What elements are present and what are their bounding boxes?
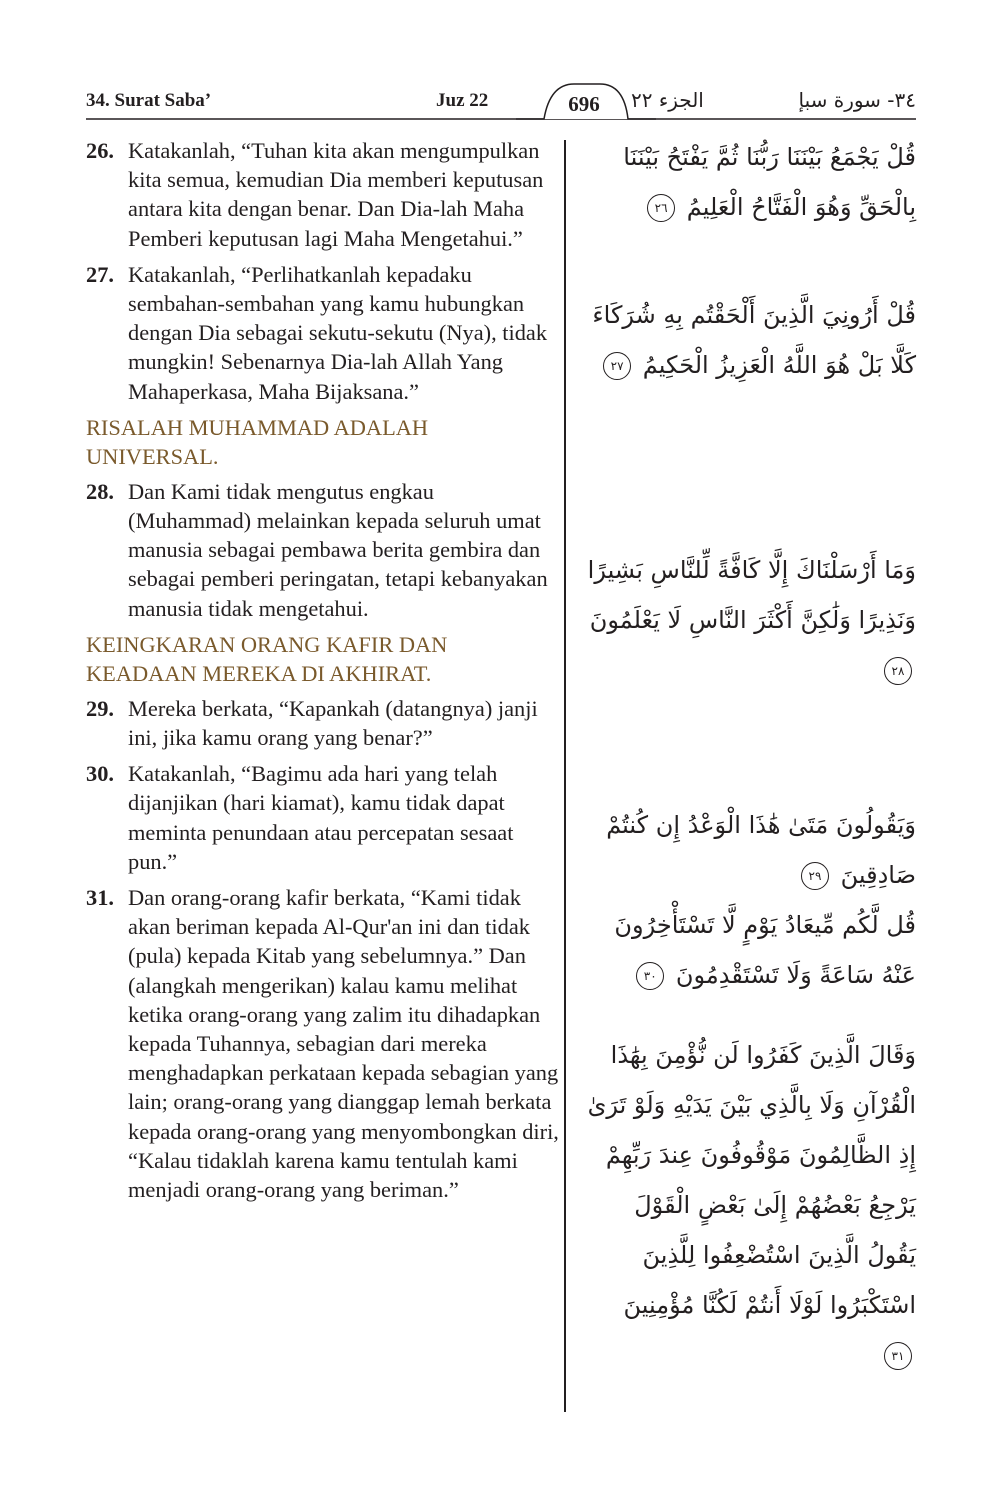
section-heading: RISALAH MUHAMMAD ADALAH UNIVERSAL. xyxy=(86,414,429,469)
verse-text: Katakanlah, “Bagimu ada hari yang telah dijanjikan (hari kiamat), kamu tidak dapat meminta penundaan atau percepatan sesaat pun.” xyxy=(128,761,514,874)
section-heading: KEINGKARAN ORANG KAFIR DAN KEADAAN MEREKA DI AKHIRAT. xyxy=(86,631,448,686)
juz-label-arabic: الجزء ٢٢ xyxy=(631,88,704,112)
translation-column xyxy=(86,136,560,1211)
verse-26 xyxy=(86,136,560,253)
arabic-verse-30 xyxy=(586,900,916,1000)
header-rule xyxy=(86,116,916,122)
arabic-verse-26 xyxy=(586,132,916,232)
verse-number: 30. xyxy=(86,761,114,787)
arabic-text: وَمَا أَرْسَلْنَاكَ إِلَّا كَافَّةً لِّلنَّاسِ بَشِيرًا وَنَذِيرًا وَلَٰكِنَّ أَكْثَرَ النَّاسِ لَا يَعْلَمُونَ xyxy=(587,556,916,634)
verse-number: 28. xyxy=(86,478,114,504)
arabic-text: قُلْ يَجْمَعُ بَيْنَنَا رَبُّنَا ثُمَّ يَفْتَحُ بَيْنَنَا بِالْحَقِّ وَهُوَ الْفَتَّاحُ الْعَلِيمُ xyxy=(623,143,916,221)
surah-title-arabic: ٣٤- سورة سبإ xyxy=(798,88,916,112)
ayah-number-marker: ٢٧ xyxy=(603,352,631,380)
verse-27 xyxy=(86,260,560,406)
arabic-text: وَيَقُولُونَ مَتَىٰ هَٰذَا الْوَعْدُ إِن كُنتُمْ صَادِقِينَ xyxy=(606,811,916,889)
verse-30 xyxy=(86,759,560,876)
verse-text: Dan Kami tidak mengutus engkau (Muhammad) melainkan kepada seluruh umat manusia sebagai pembawa berita gembira dan sebagai pemberi peringatan, tetapi kebanyakan manusia tidak mengetahui. xyxy=(128,478,548,621)
verse-number: 31. xyxy=(86,885,114,911)
page-header xyxy=(86,86,916,126)
ayah-number-marker: ٢٨ xyxy=(884,657,912,685)
arabic-text: قُلْ أَرُونِيَ الَّذِينَ أَلْحَقْتُم بِهِ شُرَكَاءَ كَلَّا بَلْ هُوَ اللَّهُ الْعَزِيزُ الْحَكِيمُ xyxy=(592,301,916,379)
ayah-number-marker: ٣١ xyxy=(884,1342,912,1370)
ayah-number-marker: ٣٠ xyxy=(636,962,664,990)
verse-number: 26. xyxy=(86,138,114,163)
verse-text: Mereka berkata, “Kapankah (datangnya) janji ini, jika kamu orang yang benar?” xyxy=(128,695,538,751)
verse-28 xyxy=(86,477,560,623)
arabic-verse-29 xyxy=(586,800,916,900)
page-number: 696 xyxy=(568,92,600,116)
arabic-verse-31 xyxy=(586,1030,916,1380)
verse-number: 29. xyxy=(86,695,114,721)
arabic-text: وَقَالَ الَّذِينَ كَفَرُوا لَن نُّؤْمِنَ بِهَٰذَا الْقُرْآنِ وَلَا بِالَّذِي بَيْنَ يَدَيْهِ وَلَوْ تَرَىٰ إِذِ الظَّالِمُونَ مَوْقُوفُونَ عِندَ رَبِّهِمْ يَرْجِعُ بَعْضُهُمْ إِلَىٰ بَعْضٍ الْقَوْلَ يَقُولُ الَّذِينَ اسْتُضْعِفُوا لِلَّذِينَ اسْتَكْبَرُوا لَوْلَا أَنتُمْ لَكُنَّا مُؤْمِنِينَ xyxy=(587,1041,916,1319)
verse-text: Katakanlah, “Tuhan kita akan mengumpulkan kita semua, kemudian Dia memberi keputusan antara kita dengan benar. Dan Dia-lah Maha Pemberi keputusan lagi Maha Mengetahui.” xyxy=(128,138,544,251)
juz-label-latin: Juz 22 xyxy=(436,90,489,111)
arabic-verse-28 xyxy=(586,545,916,695)
verse-number: 27. xyxy=(86,261,114,287)
verse-29 xyxy=(86,694,560,752)
verse-31 xyxy=(86,883,560,1204)
ayah-number-marker: ٢٦ xyxy=(647,194,675,222)
ayah-number-marker: ٢٩ xyxy=(801,862,829,890)
arabic-verse-27 xyxy=(586,290,916,390)
surah-title-latin: 34. Surat Saba’ xyxy=(86,90,212,111)
column-divider xyxy=(564,140,566,1412)
arabic-text: قُل لَّكُم مِّيعَادُ يَوْمٍ لَّا تَسْتَأْخِرُونَ عَنْهُ سَاعَةً وَلَا تَسْتَقْدِمُونَ xyxy=(614,911,916,989)
verse-text: Katakanlah, “Perlihatkanlah kepadaku sembahan-sembahan yang kamu hubungkan dengan Dia sebagai sekutu-sekutu (Nya), tidak mungkin! Sebenarnya Dia-lah Allah Yang Mahaperkasa, Maha Bijaksana.” xyxy=(128,261,548,404)
verse-text: Dan orang-orang kafir berkata, “Kami tidak akan beriman kepada Al-Qur'an ini dan tidak (pula) kepada Kitab yang sebelumnya.” Dan (alangkah mengerikan) kalau kamu melihat ketika orang-orang yang zalim itu dihadapkan kepada Tuhannya, sebagian dari mereka menghadapkan perkataan kepada sebagian yang lain; orang-orang yang dianggap lemah berkata kepada orang-orang yang menyombongkan diri, “Kalau tidaklah karena kamu tentulah kami menjadi orang-orang yang beriman.” xyxy=(128,885,559,1203)
